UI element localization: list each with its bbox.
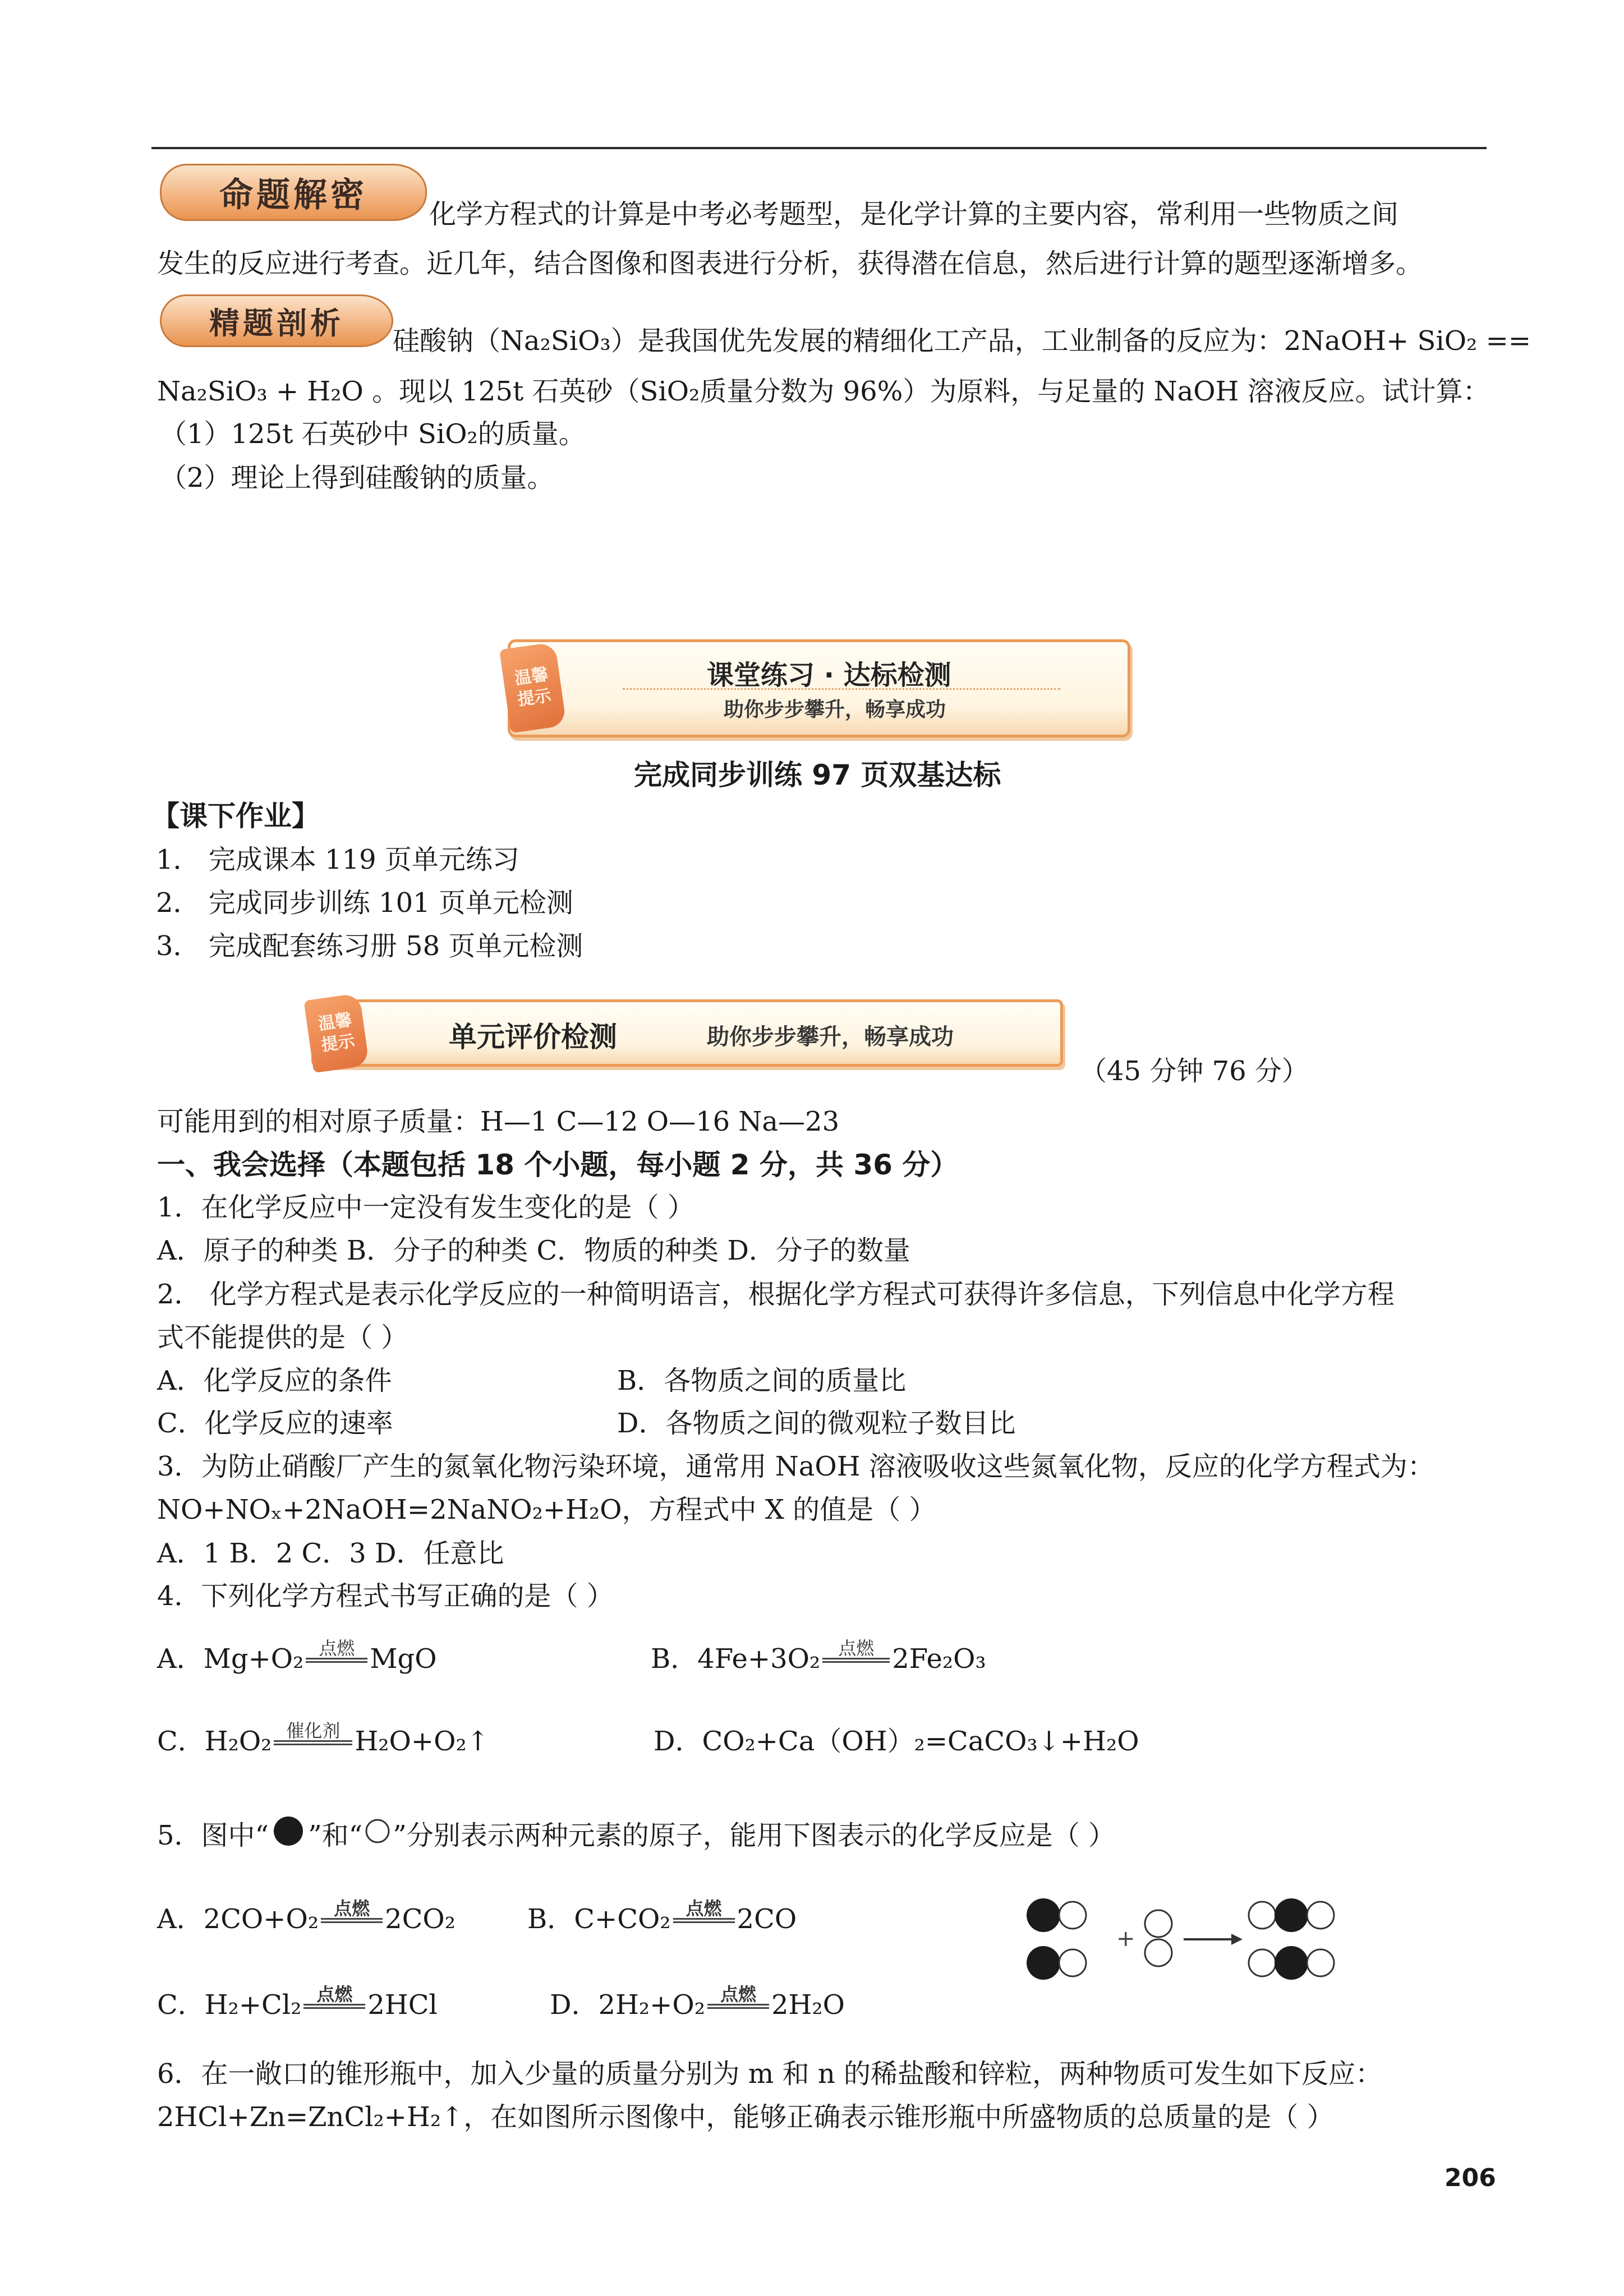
- product-molecule-1: [1249, 1898, 1334, 1932]
- practice-badge-line-1: 温馨: [513, 665, 550, 689]
- q5-d-cond: 点燃: [720, 1984, 756, 2005]
- q4-b-right: 2Fe₂O₃: [892, 1643, 986, 1675]
- analysis-line-2: Na₂SiO₃ + H₂O 。现以 125t 石英砂（SiO₂质量分数为 96%）为原料，与足量的 NaOH 溶液反应。试计算：: [157, 376, 1490, 407]
- q5-b-left: B．C+CO₂: [527, 1903, 671, 1935]
- unit-banner-badge: [303, 993, 369, 1073]
- practice-banner-title: 课堂练习 · 达标检测: [707, 660, 951, 691]
- q4-option-a: [157, 1638, 437, 1676]
- q4-c-arrow: [274, 1721, 352, 1745]
- q4-stem: 4．下列化学方程式书写正确的是（ ）: [157, 1580, 614, 1612]
- practice-line: 完成同步训练 97 页双基达标: [634, 759, 1001, 791]
- q2-option-b: B．各物质之间的质量比: [617, 1365, 907, 1396]
- unit-badge-line-1: 温馨: [317, 1010, 353, 1035]
- q4-option-d: D．CO₂+Ca（OH）₂=CaCO₃↓+H₂O: [654, 1726, 1139, 1757]
- q2-option-a: A．化学反应的条件: [157, 1365, 392, 1396]
- q4-c-cond: 催化剂: [286, 1720, 341, 1741]
- intro-line-1: 化学方程式的计算是中考必考题型，是化学计算的主要内容，常利用一些物质之间: [429, 199, 1399, 230]
- q1-stem: 1．在化学反应中一定没有发生变化的是（ ）: [157, 1192, 694, 1223]
- q4-c-right: H₂O+O₂↑: [355, 1726, 489, 1757]
- q2-stem-1: 2． 化学方程式是表示化学反应的一种简明语言，根据化学方程式可获得许多信息，下列信息中化学方程: [157, 1279, 1395, 1310]
- unit-time-score: （45 分钟 76 分）: [1080, 1055, 1309, 1087]
- section-1-heading: 一、我会选择（本题包括 18 个小题，每小题 2 分，共 36 分）: [157, 1149, 959, 1181]
- q5-option-c: [157, 1984, 438, 2022]
- q5-d-left: D．2H₂+O₂: [550, 1989, 705, 2021]
- homework-item-1: 1． 完成课本 119 页单元练习: [156, 844, 519, 875]
- q6-stem-2: 2HCl+Zn=ZnCl₂+H₂↑，在如图所示图像中，能够正确表示锥形瓶中所盛物质的总质量的是（ ）: [157, 2101, 1334, 2133]
- q2-stem-2: 式不能提供的是（ ）: [157, 1322, 408, 1353]
- q3-stem-1: 3．为防止硝酸厂产生的氮氧化物污染环境，通常用 NaOH 溶液吸收这些氮氧化物，反应的化学方程式为：: [157, 1451, 1434, 1482]
- q5-b-cond: 点燃: [686, 1898, 722, 1919]
- q5-c-cond: 点燃: [316, 1984, 353, 2005]
- q5-d-arrow: [707, 1985, 769, 2009]
- reaction-arrow: [1184, 1934, 1243, 1945]
- analysis-tag: [160, 294, 393, 347]
- analysis-line-1: 硅酸钠（Na₂SiO₃）是我国优先发展的精细化工产品，工业制备的反应为：2NaOH+ SiO₂ ==: [393, 325, 1531, 357]
- q6-stem-1: 6．在一敞口的锥形瓶中，加入少量的质量分别为 m 和 n 的稀盐酸和锌粒，两种物质可发生如下反应：: [157, 2058, 1383, 2090]
- unit-badge-line-2: 提示: [320, 1031, 356, 1055]
- q5-stem-c: ”分别表示两种元素的原子，能用下图表示的化学反应是（ ）: [393, 1820, 1115, 1851]
- q5-c-right: 2HCl: [367, 1989, 438, 2021]
- q5-a-left: A．2CO+O₂: [157, 1903, 319, 1935]
- unit-banner-title: 单元评价检测: [449, 1021, 617, 1053]
- practice-badge-line-2: 提示: [516, 685, 553, 710]
- practice-banner-subtitle: 助你步步攀升，畅享成功: [724, 698, 946, 721]
- intro-line-2: 发生的反应进行考查。近几年，结合图像和图表进行分析，获得潜在信息，然后进行计算的题型逐渐增多。: [157, 248, 1423, 279]
- reactant-molecule-2: [1027, 1946, 1086, 1980]
- product-molecule-2: [1249, 1946, 1334, 1980]
- practice-banner: [508, 639, 1130, 737]
- q4-option-b: [651, 1638, 986, 1676]
- q5-stem-a: 5．图中“: [157, 1820, 269, 1851]
- q5-option-d: [550, 1984, 845, 2022]
- analysis-question-2: （2）理论上得到硅酸钠的质量。: [160, 462, 554, 494]
- q5-option-b: [527, 1898, 797, 1936]
- q5-a-arrow: [321, 1899, 383, 1923]
- plus-sign: +: [1116, 1926, 1135, 1952]
- reactant-molecule-3: [1145, 1910, 1172, 1966]
- q4-a-cond: 点燃: [319, 1638, 355, 1659]
- page-number: 206: [1444, 2164, 1496, 2192]
- intro-tag-label: 命题解密: [219, 176, 367, 215]
- practice-banner-badge: [499, 642, 567, 733]
- homework-heading: 【课下作业】: [151, 800, 320, 832]
- intro-tag: [160, 164, 427, 221]
- q4-b-arrow: [822, 1639, 890, 1663]
- q4-a-right: MgO: [370, 1643, 437, 1675]
- q5-a-right: 2CO₂: [385, 1903, 456, 1935]
- q3-stem-2: NO+NOₓ+2NaOH=2NaNO₂+H₂O，方程式中 X 的值是（ ）: [157, 1494, 936, 1525]
- q5-d-right: 2H₂O: [771, 1989, 845, 2021]
- q2-option-d: D．各物质之间的微观粒子数目比: [617, 1408, 1016, 1439]
- analysis-question-1: （1）125t 石英砂中 SiO₂的质量。: [160, 418, 586, 450]
- q5-stem: [157, 1814, 1115, 1852]
- q1-options: A．原子的种类 B．分子的种类 C．物质的种类 D．分子的数量: [157, 1235, 910, 1266]
- q3-options: A．1 B．2 C．3 D．任意比: [157, 1538, 504, 1569]
- q5-a-cond: 点燃: [334, 1898, 370, 1919]
- q5-b-right: 2CO: [737, 1903, 797, 1935]
- q5-b-arrow: [673, 1899, 735, 1923]
- q4-b-cond: 点燃: [838, 1638, 875, 1659]
- black-atom-icon: [269, 1814, 308, 1848]
- white-atom-icon: [362, 1814, 393, 1848]
- q5-c-arrow: [303, 1985, 365, 2009]
- unit-banner-subtitle: 助你步步攀升，畅享成功: [707, 1024, 954, 1050]
- q4-b-left: B．4Fe+3O₂: [651, 1643, 821, 1675]
- analysis-tag-label: 精题剖析: [209, 305, 344, 341]
- header-rule: [151, 147, 1487, 149]
- unit-banner: [311, 999, 1063, 1067]
- q2-option-c: C．化学反应的速率: [157, 1408, 393, 1439]
- homework-item-2: 2． 完成同步训练 101 页单元检测: [156, 887, 573, 919]
- q4-a-arrow: [306, 1639, 367, 1663]
- q5-stem-b: ”和“: [308, 1820, 363, 1851]
- q5-option-a: [157, 1898, 456, 1936]
- q4-c-left: C．H₂O₂: [157, 1726, 272, 1757]
- q4-a-left: A．Mg+O₂: [157, 1643, 304, 1675]
- reactant-molecule-1: [1027, 1898, 1086, 1932]
- homework-item-3: 3． 完成配套练习册 58 页单元检测: [156, 930, 583, 962]
- q5-c-left: C．H₂+Cl₂: [157, 1989, 302, 2021]
- practice-banner-dotted: [623, 688, 1060, 690]
- q5-reaction-diagram: [1021, 1890, 1358, 1991]
- q4-option-c: [157, 1720, 489, 1758]
- atomic-masses: 可能用到的相对原子质量：H—1 C—12 O—16 Na—23: [157, 1106, 840, 1137]
